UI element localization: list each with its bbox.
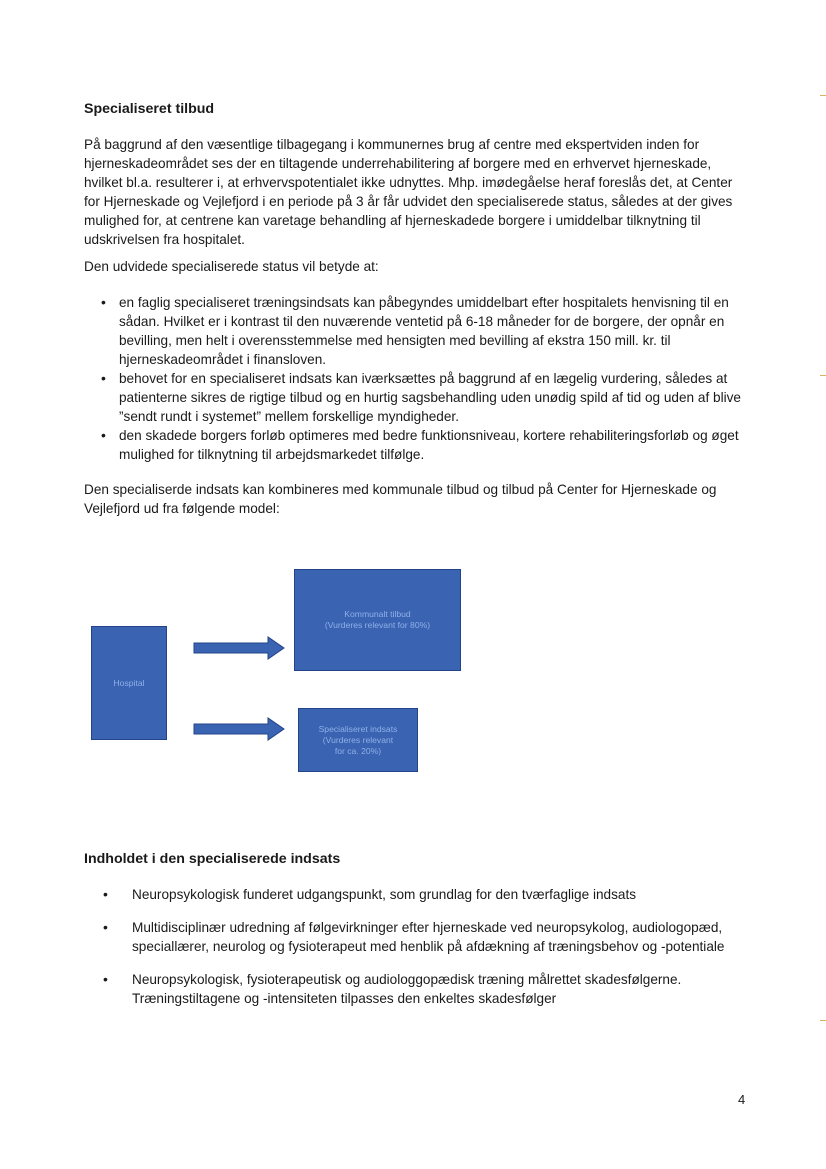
list-item: • den skadede borgers forløb optimeres med bedre funktionsniveau, kortere rehabiliteringsforløb og øget mulighed for tilknytning til arbejdsmarkedet tilfølge. — [84, 426, 749, 464]
section-title-specialiseret-tilbud: Specialiseret tilbud — [84, 101, 215, 117]
special-sublabel-1: (Vurderes relevant — [322, 734, 394, 745]
list-item: • en faglig specialiseret træningsindsats kan påbegyndes umiddelbart efter hospitalets henvisning til en sådan. Hvilket er i kontrast til den nuværende ventetid på 6-18 måneder for de borgere, der opnår en bevilling, men helt i overensstemmelse med hensigten med bevilling af ekstra 150 mill. kr. til hjerneskadeområdet i finansloven. — [84, 293, 749, 369]
edge-mark — [820, 1020, 826, 1021]
edge-mark — [820, 375, 826, 376]
kommunalt-tilbud-box — [294, 569, 461, 671]
special-label: Specialiseret indsats — [318, 723, 398, 734]
content-bullet-list — [84, 885, 749, 1022]
model-intro-paragraph: Den specialiserde indsats kan kombineres med kommunale tilbud og tilbud på Center for Hjerneskade og Vejlefjord ud fra følgende model: — [84, 482, 717, 516]
special-sublabel-2: for ca. 20%) — [334, 745, 382, 756]
kommunalt-label: Kommunalt tilbud — [344, 609, 411, 619]
list-item: • Multidisciplinær udredning af følgevirkninger efter hjerneskade ved neuropsykolog, audiologopæd, speciallærer, neurolog og fysioterapeut med henblik på afdækning af træningsbehov og -potentiale — [84, 918, 749, 956]
arrow-right-icon — [192, 716, 288, 742]
page-number: 4 — [738, 1092, 746, 1107]
hospital-box — [91, 626, 167, 740]
list-item: • Neuropsykologisk funderet udgangspunkt, som grundlag for den tværfaglige indsats — [84, 885, 749, 904]
list-item: • behovet for en specialiseret indsats kan iværksættes på baggrund af en lægelig vurdering, således at patienterne sikres de rigtige tilbud og en hurtig sagsbehandling uden unødig spild af tid og uden af blive ”sendt rundt i systemet” mellem forskellige myndigheder. — [84, 369, 749, 426]
status-bullet-list — [84, 293, 749, 464]
hospital-label: Hospital — [113, 677, 145, 688]
section-title-indholdet: Indholdet i den specialiserede indsats — [84, 851, 341, 867]
lead-paragraph: Den udvidede specialiserede status vil betyde at: — [84, 259, 379, 274]
intro-paragraph: På baggrund af den væsentlige tilbagegang i kommunernes brug af centre med ekspertviden inden for hjerneskadeområdet ses der en tiltagende underrehabilitering af borgere med en erhvervet hjerneskade, hvilket bl.a. resulterer i, at erhvervspotentialet ikke udnyttes. Mhp. imødegåelse heraf foreslås det, at Center for Hjerneskade og Vejlefjord i en periode på 3 år får udvidet den specialiserede status, således at der gives mulighed for, at centrene kan varetage behandling af hjerneskadede borgere i umiddelbar tilknytning til udskrivelsen fra hospitalet. — [84, 137, 733, 247]
edge-mark — [820, 95, 826, 96]
kommunalt-sublabel: (Vurderes relevant for 80%) — [324, 620, 431, 630]
list-item: • Neuropsykologisk, fysioterapeutisk og audiologgopædisk træning målrettet skadesfølgerne. Træningstiltagene og -intensiteten tilpasses den enkeltes skadesfølger — [84, 970, 749, 1008]
arrow-right-icon — [192, 635, 288, 661]
specialiseret-indsats-box — [298, 708, 418, 772]
